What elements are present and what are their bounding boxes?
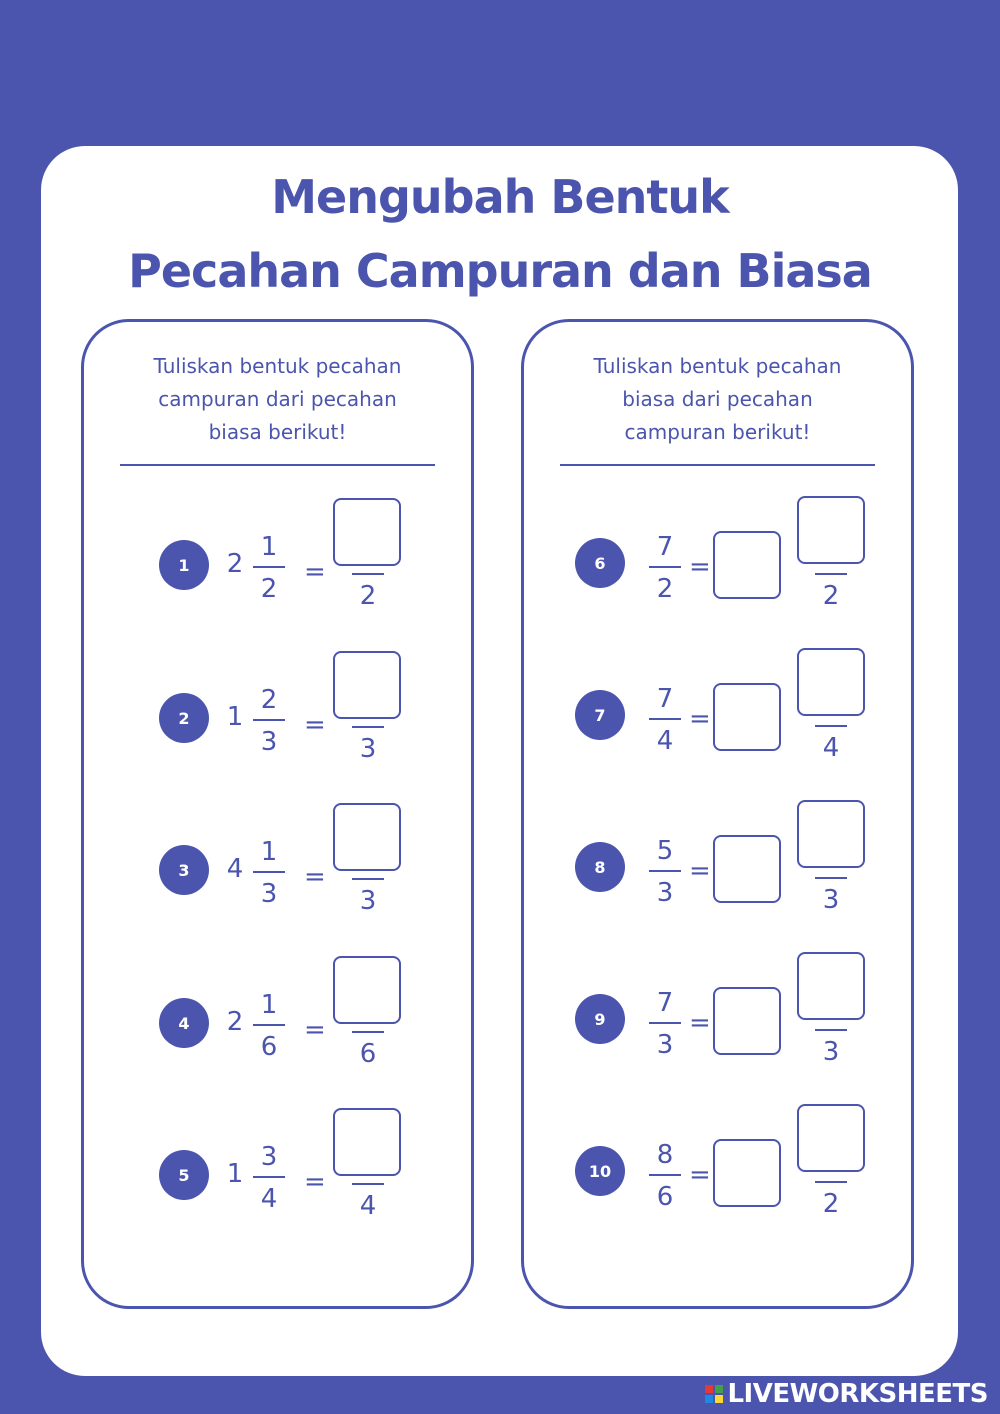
right-instruction <box>544 350 891 449</box>
denominator: 4 <box>260 1184 278 1214</box>
instruction-line: biasa berikut! <box>208 420 347 444</box>
problem-number: 8 <box>575 842 625 892</box>
answer-denominator: 3 <box>822 885 840 915</box>
equals-sign: = <box>689 1008 711 1038</box>
answer-whole-box[interactable] <box>713 987 781 1055</box>
answer-numerator-box[interactable] <box>797 800 865 868</box>
problem-number: 2 <box>159 693 209 743</box>
answer-denominator: 2 <box>359 581 377 611</box>
answer-fraction-bar <box>815 573 847 575</box>
answer-numerator-box[interactable] <box>333 498 401 566</box>
answer-fraction-bar <box>815 725 847 727</box>
left-instruction <box>104 350 451 449</box>
liveworksheets-logo-icon <box>705 1385 723 1403</box>
answer-numerator-box[interactable] <box>797 496 865 564</box>
answer-denominator: 3 <box>359 734 377 764</box>
problem-number: 4 <box>159 998 209 1048</box>
fraction-bar <box>649 1174 681 1176</box>
answer-fraction-bar <box>352 1183 384 1185</box>
answer-denominator: 2 <box>822 1189 840 1219</box>
problem-row <box>524 952 911 1082</box>
problem-row <box>524 496 911 626</box>
numerator: 7 <box>656 684 674 714</box>
fraction-bar <box>253 871 285 873</box>
answer-denominator: 2 <box>822 581 840 611</box>
answer-fraction-bar <box>815 1181 847 1183</box>
numerator: 1 <box>260 837 278 867</box>
answer-numerator-box[interactable] <box>797 1104 865 1172</box>
answer-whole-box[interactable] <box>713 835 781 903</box>
equals-sign: = <box>304 862 326 892</box>
divider <box>120 464 435 466</box>
equals-sign: = <box>304 557 326 587</box>
fraction-bar <box>253 1176 285 1178</box>
right-panel <box>521 319 914 1309</box>
answer-numerator-box[interactable] <box>333 803 401 871</box>
whole-number: 2 <box>226 1007 244 1037</box>
denominator: 3 <box>656 878 674 908</box>
instruction-line: campuran berikut! <box>624 420 811 444</box>
numerator: 5 <box>656 836 674 866</box>
problem-number: 1 <box>159 540 209 590</box>
whole-number: 1 <box>226 1159 244 1189</box>
answer-whole-box[interactable] <box>713 1139 781 1207</box>
fraction-bar <box>253 1024 285 1026</box>
fraction-bar <box>649 566 681 568</box>
denominator: 3 <box>260 727 278 757</box>
answer-fraction-bar <box>815 1029 847 1031</box>
fraction-bar <box>649 1022 681 1024</box>
answer-numerator-box[interactable] <box>797 952 865 1020</box>
answer-numerator-box[interactable] <box>333 1108 401 1176</box>
denominator: 6 <box>260 1032 278 1062</box>
equals-sign: = <box>304 1167 326 1197</box>
whole-number: 1 <box>226 702 244 732</box>
fraction-bar <box>649 870 681 872</box>
left-panel <box>81 319 474 1309</box>
problem-number: 3 <box>159 845 209 895</box>
answer-numerator-box[interactable] <box>797 648 865 716</box>
equals-sign: = <box>689 552 711 582</box>
whole-number: 4 <box>226 854 244 884</box>
answer-denominator: 4 <box>359 1191 377 1221</box>
answer-denominator: 6 <box>359 1039 377 1069</box>
answer-fraction-bar <box>352 878 384 880</box>
answer-denominator: 4 <box>822 733 840 763</box>
denominator: 4 <box>656 726 674 756</box>
numerator: 7 <box>656 988 674 1018</box>
numerator: 1 <box>260 532 278 562</box>
problem-row <box>524 648 911 778</box>
answer-fraction-bar <box>815 877 847 879</box>
problem-row <box>84 651 471 781</box>
problem-row <box>524 800 911 930</box>
equals-sign: = <box>304 1015 326 1045</box>
answer-numerator-box[interactable] <box>333 956 401 1024</box>
fraction-bar <box>253 719 285 721</box>
answer-fraction-bar <box>352 726 384 728</box>
answer-whole-box[interactable] <box>713 683 781 751</box>
answer-denominator: 3 <box>359 886 377 916</box>
problem-number: 5 <box>159 1150 209 1200</box>
problem-row <box>524 1104 911 1234</box>
denominator: 2 <box>656 574 674 604</box>
problem-number: 6 <box>575 538 625 588</box>
problem-number: 9 <box>575 994 625 1044</box>
equals-sign: = <box>689 856 711 886</box>
page-title-line2: Pecahan Campuran dan Biasa <box>128 244 872 298</box>
problem-row <box>84 1108 471 1238</box>
answer-denominator: 3 <box>822 1037 840 1067</box>
answer-fraction-bar <box>352 1031 384 1033</box>
answer-whole-box[interactable] <box>713 531 781 599</box>
answer-numerator-box[interactable] <box>333 651 401 719</box>
denominator: 6 <box>656 1182 674 1212</box>
denominator: 3 <box>656 1030 674 1060</box>
problem-row <box>84 803 471 933</box>
whole-number: 2 <box>226 549 244 579</box>
instruction-line: campuran dari pecahan <box>158 387 397 411</box>
numerator: 3 <box>260 1142 278 1172</box>
problem-row <box>84 498 471 628</box>
page-title-line1: Mengubah Bentuk <box>271 170 729 224</box>
liveworksheets-watermark <box>705 1378 988 1410</box>
instruction-line: biasa dari pecahan <box>622 387 813 411</box>
instruction-line: Tuliskan bentuk pecahan <box>153 354 402 378</box>
fraction-bar <box>253 566 285 568</box>
fraction-bar <box>649 718 681 720</box>
problem-number: 10 <box>575 1146 625 1196</box>
equals-sign: = <box>689 704 711 734</box>
numerator: 1 <box>260 990 278 1020</box>
numerator: 2 <box>260 685 278 715</box>
denominator: 3 <box>260 879 278 909</box>
answer-fraction-bar <box>352 573 384 575</box>
problem-number: 7 <box>575 690 625 740</box>
equals-sign: = <box>304 710 326 740</box>
numerator: 7 <box>656 532 674 562</box>
divider <box>560 464 875 466</box>
numerator: 8 <box>656 1140 674 1170</box>
problem-row <box>84 956 471 1086</box>
equals-sign: = <box>689 1160 711 1190</box>
watermark-text: LIVEWORKSHEETS <box>727 1379 988 1409</box>
denominator: 2 <box>260 574 278 604</box>
instruction-line: Tuliskan bentuk pecahan <box>593 354 842 378</box>
